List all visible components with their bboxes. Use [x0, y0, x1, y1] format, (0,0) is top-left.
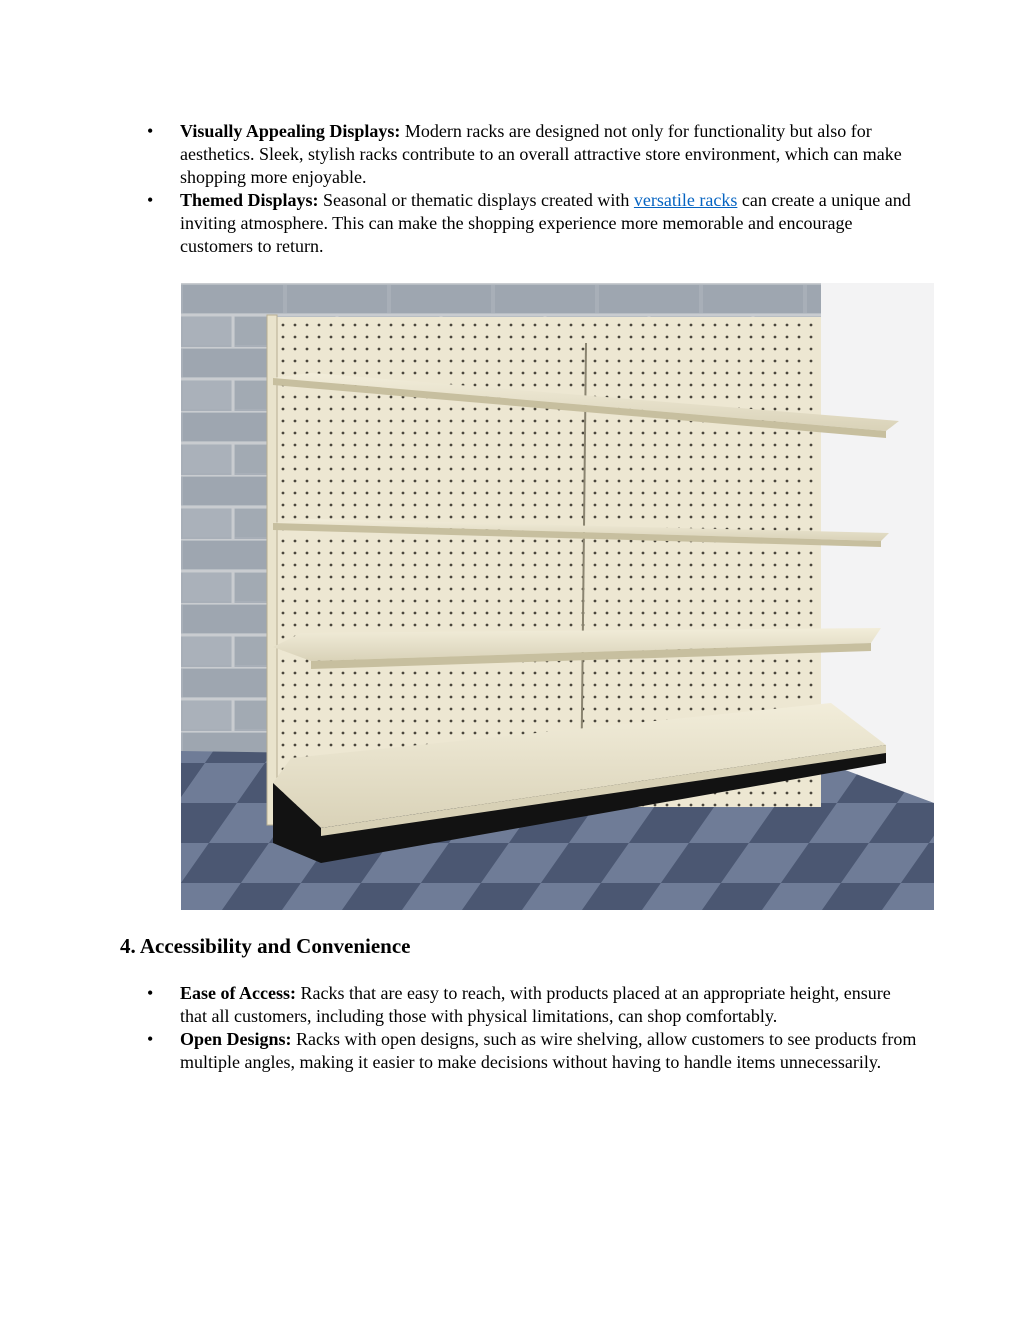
item-text: Seasonal or thematic displays created with: [318, 190, 634, 210]
item-title: Themed Displays:: [180, 190, 319, 210]
bullet-icon: •: [147, 121, 154, 141]
list-item-themed-displays: [147, 189, 917, 258]
item-title: Visually Appealing Displays:: [180, 121, 401, 141]
bullet-icon: •: [147, 983, 154, 1003]
bullet-icon: •: [147, 190, 154, 210]
gondola-shelving-image: [181, 283, 934, 910]
item-text: can create a unique and inviting atmosphere. This can make the shopping experience more memorable and encourage customers to return.: [180, 190, 911, 256]
item-text: Modern racks are designed not only for functionality but also for aesthetics. Sleek, stylish racks contribute to an overall attractive store environment, which can make shopping more enjoyable.: [180, 121, 902, 187]
item-title: Ease of Access:: [180, 983, 296, 1003]
item-text: Racks that are easy to reach, with products placed at an appropriate height, ensure that all customers, including those with physical limitations, can shop comfortably.: [180, 983, 891, 1026]
list-item-visually-appealing: [147, 120, 917, 189]
section-heading: 4. Accessibility and Convenience: [120, 934, 411, 958]
bullet-list-bottom: [147, 982, 917, 1074]
bullet-list-top: [147, 120, 917, 258]
shelving-photo: [181, 283, 934, 910]
list-item-ease-of-access: [147, 982, 917, 1028]
bullet-icon: •: [147, 1029, 154, 1049]
versatile-racks-link[interactable]: versatile racks: [633, 190, 738, 210]
item-text: Racks with open designs, such as wire shelving, allow customers to see products from multiple angles, making it easier to make decisions without having to handle items unnecessarily.: [180, 1029, 917, 1072]
item-title: Open Designs:: [180, 1029, 292, 1049]
list-item-open-designs: [147, 1028, 917, 1074]
